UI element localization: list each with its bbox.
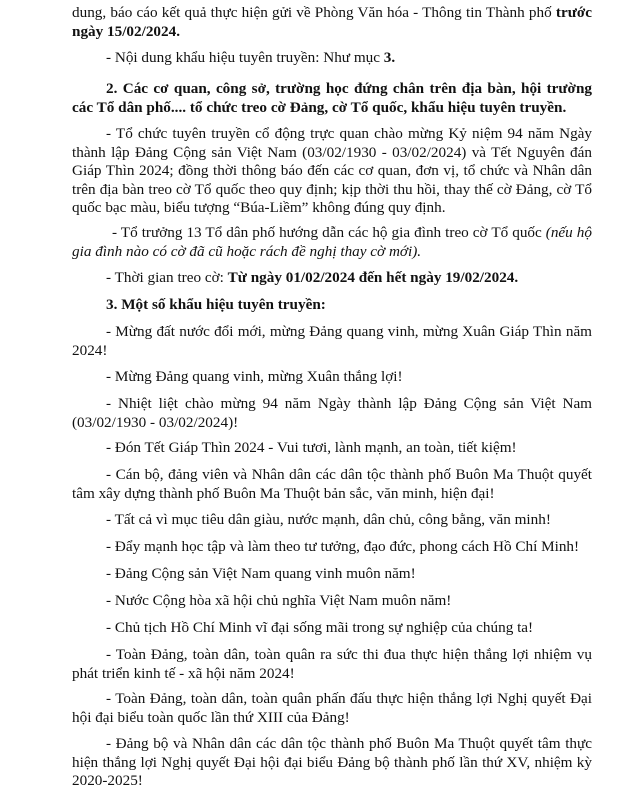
- slogan-item: - Toàn Đảng, toàn dân, toàn quân phấn đấu thực hiện thắng lợi Nghị quyết Đại hội đại biểu toàn quốc lần thứ XIII của Đảng!: [72, 690, 592, 726]
- slogan-item: - Đảng bộ và Nhân dân các dân tộc thành phố Buôn Ma Thuột quyết tâm thực hiện thắng lợi Nghị quyết Đại hội đại biểu Đảng bộ thành phố lần thứ XV, nhiệm kỳ 2020-2025!: [72, 735, 592, 790]
- section-heading-2: 2. Các cơ quan, công sở, trường học đứng chân trên địa bàn, hội trường các Tổ dân phố.... tổ chức treo cờ Đảng, cờ Tổ quốc, khẩu hiệu tuyên truyền.: [72, 80, 592, 116]
- slogan-item: - Đảng Cộng sản Việt Nam quang vinh muôn năm!: [106, 565, 416, 582]
- section-reference: 3.: [383, 49, 396, 66]
- paragraph-note: (nếu hộ gia đình nào có cờ đã cũ hoặc rách đề nghị thay cờ mới).: [72, 224, 592, 260]
- slogan-item: - Toàn Đảng, toàn dân, toàn quân ra sức thi đua thực hiện thắng lợi nhiệm vụ phát triển kinh tế - xã hội năm 2024!: [72, 646, 592, 682]
- deadline-date: trước ngày 15/02/2024.: [72, 4, 592, 40]
- paragraph-text: - Tổ trưởng 13 Tổ dân phố hướng dẫn các hộ gia đình treo cờ Tổ quốc: [112, 224, 546, 241]
- paragraph-slogan-content: [72, 49, 592, 68]
- paragraph-flag-guidance: [72, 224, 592, 261]
- paragraph-visual-propaganda: - Tổ chức tuyên truyền cổ động trực quan chào mừng Kỷ niệm 94 năm Ngày thành lập Đảng Cộng sản Việt Nam (03/02/1930 - 03/02/2024) và Tết Nguyên đán Giáp Thìn 2024; đồng thời thông báo đến các cơ quan, đơn vị, tổ chức và Nhân dân trên địa bàn treo cờ Tổ quốc theo quy định; kịp thời thu hồi, thay thế cờ Đảng, cờ Tổ quốc bạc màu, biểu tượng “Búa-Liềm” không đúng quy định.: [72, 125, 592, 217]
- paragraph-text: - Thời gian treo cờ:: [106, 269, 228, 286]
- slogan-item: - Mừng đất nước đổi mới, mừng Đảng quang vinh, mừng Xuân Giáp Thìn năm 2024!: [72, 323, 592, 359]
- slogan-item: - Đón Tết Giáp Thìn 2024 - Vui tươi, lành mạnh, an toàn, tiết kiệm!: [106, 439, 517, 456]
- slogan-item: - Nước Cộng hòa xã hội chủ nghĩa Việt Nam muôn năm!: [106, 592, 452, 609]
- section-heading-3: 3. Một số khẩu hiệu tuyên truyền:: [106, 296, 326, 313]
- paragraph-report-deadline: [72, 4, 592, 41]
- paragraph-text: - Nội dung khẩu hiệu tuyên truyền: Như mục: [106, 49, 384, 66]
- paragraph-flag-period: [72, 269, 592, 288]
- slogan-item: - Mừng Đảng quang vinh, mừng Xuân thắng lợi!: [106, 368, 403, 385]
- slogan-item: - Nhiệt liệt chào mừng 94 năm Ngày thành lập Đảng Cộng sản Việt Nam (03/02/1930 - 03/02/2024)!: [72, 395, 592, 431]
- slogan-item: - Đẩy mạnh học tập và làm theo tư tưởng, đạo đức, phong cách Hồ Chí Minh!: [106, 538, 580, 555]
- slogan-item: - Chủ tịch Hồ Chí Minh vĩ đại sống mãi trong sự nghiệp của chúng ta!: [106, 619, 534, 636]
- slogan-item: - Tất cả vì mục tiêu dân giàu, nước mạnh, dân chủ, công bằng, văn minh!: [106, 511, 551, 528]
- paragraph-text: dung, báo cáo kết quả thực hiện gửi về Phòng Văn hóa - Thông tin Thành phố: [72, 4, 556, 21]
- flag-period-dates: Từ ngày 01/02/2024 đến hết ngày 19/02/2024.: [227, 269, 519, 286]
- slogan-item: - Cán bộ, đảng viên và Nhân dân các dân tộc thành phố Buôn Ma Thuột quyết tâm xây dựng thành phố Buôn Ma Thuột bản sắc, văn minh, hiện đại!: [72, 466, 592, 502]
